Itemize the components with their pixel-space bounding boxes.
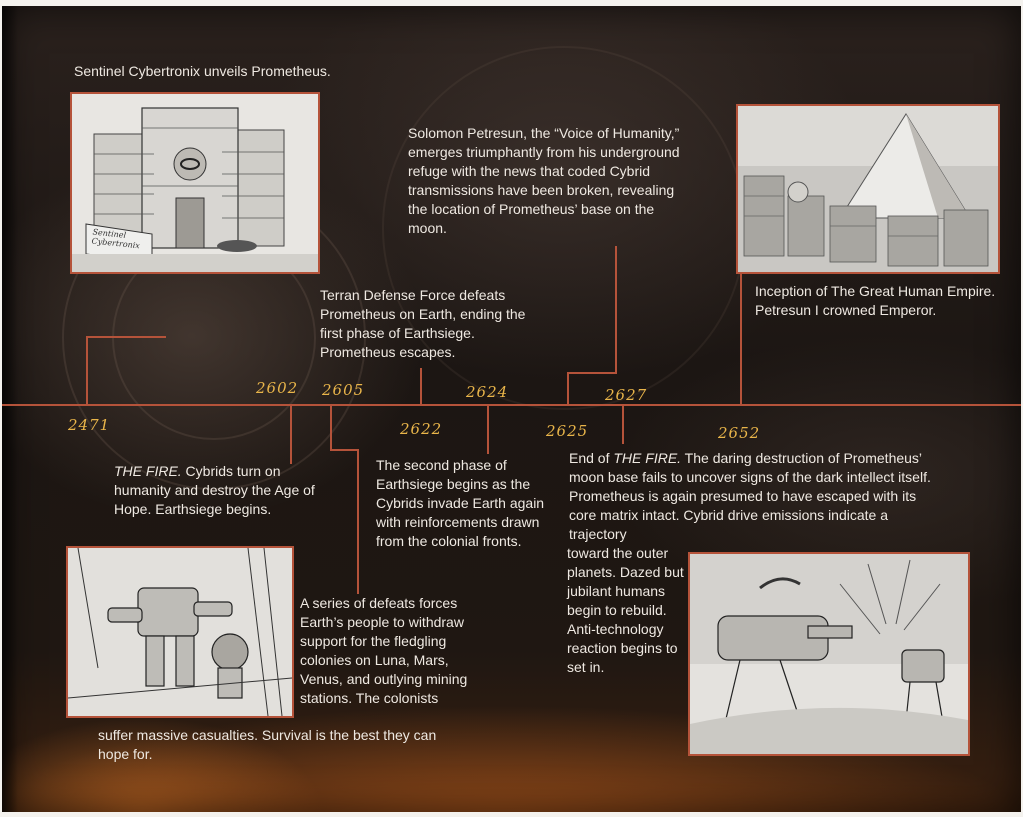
connector-2605-long	[357, 449, 359, 594]
connector-2625-up	[567, 372, 569, 405]
event-colonies-cont: suffer massive casualties. Survival is the best they can hope for.	[98, 727, 437, 762]
building-sign-text: Sentinel Cybertronix	[91, 227, 141, 251]
event-tdf-defeats: Terran Defense Force defeats Prometheus on Earth, ending the first phase of Earthsiege. Prometheus escapes.	[320, 287, 526, 360]
the-fire-title: THE FIRE.	[114, 463, 182, 479]
year-2624: 2624	[466, 383, 509, 401]
empire-city-illustration	[736, 104, 1000, 274]
year-2602: 2602	[256, 379, 299, 397]
building-illustration	[70, 92, 320, 274]
year-2652: 2652	[718, 424, 761, 442]
mech-battle-illustration	[66, 546, 294, 718]
end-fire-body: The daring destruction of Prometheus’ moon base fails to uncover signs of the dark intellect itself. Prometheus is again presumed to have escaped with its core matrix intact. Cybrid drive emissions indicate a trajectory	[569, 450, 931, 542]
connector-2602-down	[290, 404, 292, 464]
end-fire-prefix: End of	[569, 450, 614, 466]
connector-2652-up	[740, 274, 742, 405]
year-2605: 2605	[322, 381, 365, 399]
connector-2625-top	[567, 372, 617, 374]
connector-2471-top	[86, 336, 166, 338]
event-prometheus-unveiled: Sentinel Cybertronix unveils Prometheus.	[74, 63, 331, 79]
connector-2605-mid	[330, 449, 358, 451]
page-gutter-shadow	[2, 6, 18, 812]
connector-2625-riser	[615, 246, 617, 373]
year-2627: 2627	[605, 386, 648, 404]
end-fire-title: THE FIRE.	[613, 450, 682, 466]
event-the-fire	[114, 462, 340, 519]
connector-2605-down	[330, 404, 332, 449]
timeline-axis	[2, 404, 1021, 406]
connector-2627-down	[622, 404, 624, 444]
event-empire-inception: Inception of The Great Human Empire. Petresun I crowned Emperor.	[755, 283, 996, 318]
timeline-page	[2, 6, 1021, 812]
walker-battle-drawing	[690, 554, 968, 754]
event-second-phase: The second phase of Earthsiege begins as the Cybrids invade Earth again with reinforcements drawn from the colonial fronts.	[376, 457, 545, 549]
connector-2622-down	[487, 404, 489, 454]
event-end-fire	[569, 449, 931, 544]
connector-2471	[86, 336, 88, 405]
year-2471: 2471	[68, 416, 111, 434]
the-fire-body: Cybrids turn on humanity and destroy the Age of Hope. Earthsiege begins.	[114, 463, 315, 517]
event-end-fire-cont: toward the outer planets. Dazed but jubilant humans begin to rebuild. Anti-technology reaction begins to set in.	[567, 545, 684, 675]
year-2622: 2622	[400, 420, 443, 438]
mech-battle-drawing	[68, 548, 292, 716]
pyramid-drawing	[738, 106, 998, 272]
connector-2605-up	[420, 368, 422, 405]
walker-battle-illustration	[688, 552, 970, 756]
event-petresun-voice: Solomon Petresun, the “Voice of Humanity,” emerges triumphantly from his underground refuge with the news that coded Cybrid transmissions have been broken, revealing the location of Prometheus’ base on the moon.	[408, 125, 680, 236]
event-colonies-defeats: A series of defeats forces Earth’s people to withdraw support for the fledgling colonies on Luna, Mars, Venus, and outlying mining stations. The colonists	[300, 595, 468, 706]
year-2625: 2625	[546, 422, 589, 440]
